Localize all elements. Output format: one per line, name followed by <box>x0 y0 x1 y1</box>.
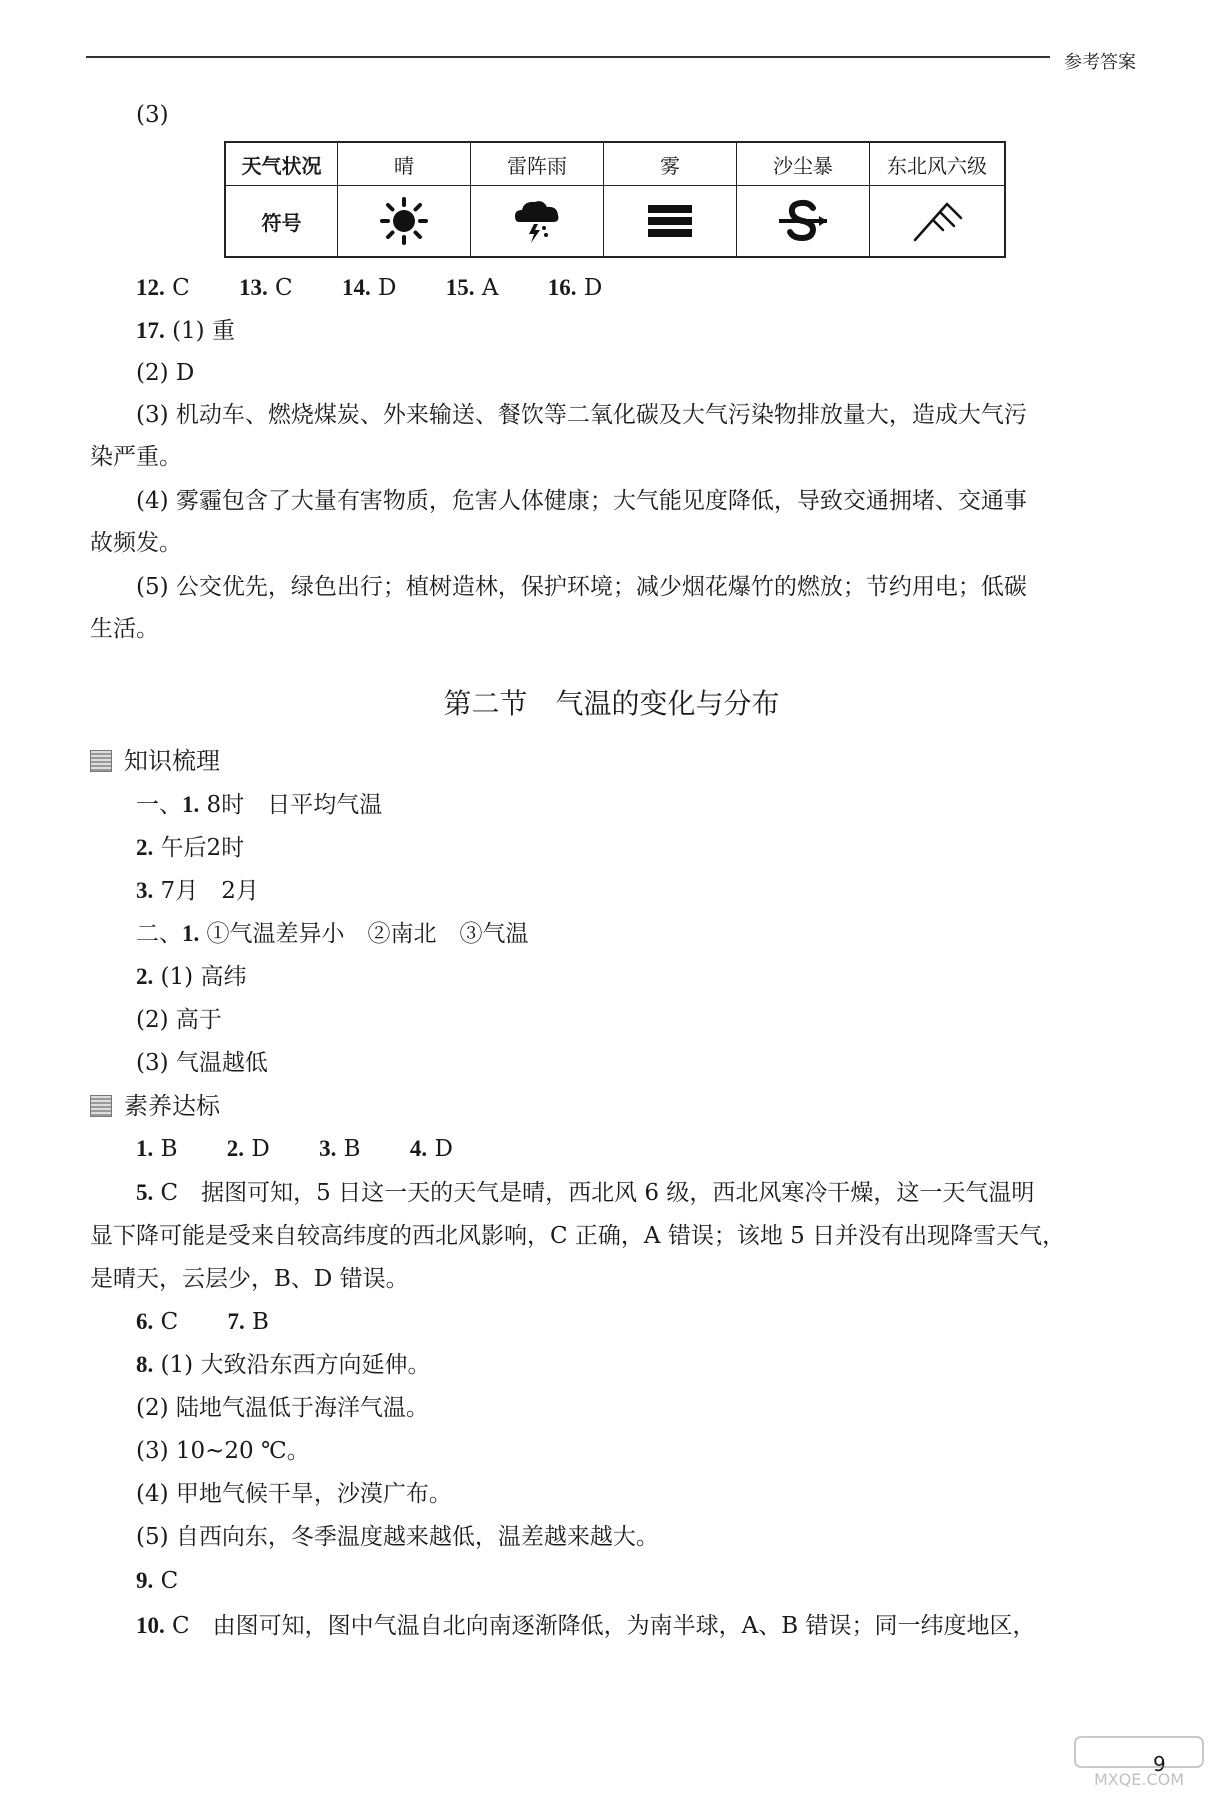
svg-text:MXQE.COM: MXQE.COM <box>1093 1770 1185 1789</box>
knowledge-line-3: 3. 7月 2月 <box>136 878 259 904</box>
literacy-mcq-row: 1. B 2. D 3. B 4. D <box>136 1136 453 1162</box>
q17-part4-line1: (4) 雾霾包含了大量有害物质，危害人体健康；大气能见度降低，导致交通拥堵、交通事 <box>136 488 1027 514</box>
q8-part5: (5) 自西向东，冬季温度越来越低，温差越来越大。 <box>136 1524 659 1550</box>
q10-line1: 10. C 由图可知，图中气温自北向南逐渐降低，为南半球，A、B 错误；同一纬度地区， <box>136 1613 1036 1639</box>
q5-line1: 5. C 据图可知，5 日这一天的天气是晴，西北风 6 级，西北风寒冷干燥，这一天气温明 <box>136 1180 1035 1206</box>
section-title: 第二节 气温的变化与分布 <box>443 687 780 720</box>
q6-q7-row: 6. C 7. B <box>136 1309 269 1335</box>
mcq-row-12-16: 12. C 13. C 14. D 15. A 16. D <box>136 275 603 301</box>
knowledge-line-5: 2. (1) 高纬 <box>136 964 247 990</box>
heading-marker-icon <box>90 1095 112 1117</box>
watermark-logo <box>1073 1735 1205 1790</box>
header-label: 参考答案 <box>1064 52 1136 73</box>
header-rule <box>86 56 1050 58</box>
q8-part4: (4) 甲地气候干旱，沙漠广布。 <box>136 1481 452 1507</box>
weather-symbol-table <box>224 141 1006 258</box>
q17-part5-line2: 生活。 <box>90 616 159 642</box>
knowledge-heading: 知识梳理 <box>90 746 220 776</box>
heading-marker-icon <box>90 750 112 772</box>
q17-part5-line1: (5) 公交优先，绿色出行；植树造林，保护环境；减少烟花爆竹的燃放；节约用电；低碳 <box>136 574 1027 600</box>
wind-northeast-6-icon <box>870 186 1006 258</box>
table-col-sunny: 晴 <box>338 142 471 186</box>
sunny-icon <box>338 186 471 258</box>
q3-label: (3) <box>136 102 169 128</box>
q9-row: 9. C <box>136 1568 179 1594</box>
table-col-fog: 雾 <box>604 142 737 186</box>
knowledge-line-7: (3) 气温越低 <box>136 1050 268 1076</box>
table-col-wind: 东北风六级 <box>870 142 1006 186</box>
q17-part4-line2: 故频发。 <box>90 530 182 556</box>
q5-line3: 是晴天，云层少，B、D 错误。 <box>90 1266 409 1292</box>
q8-part1: 8. (1) 大致沿东西方向延伸。 <box>136 1352 431 1378</box>
knowledge-line-6: (2) 高于 <box>136 1007 222 1033</box>
knowledge-line-4: 二、1. ①气温差异小 ②南北 ③气温 <box>136 921 529 947</box>
table-col-sandstorm: 沙尘暴 <box>737 142 870 186</box>
q17-part3-line1: (3) 机动车、燃烧煤炭、外来输送、餐饮等二氧化碳及大气污染物排放量大，造成大气污 <box>136 402 1027 428</box>
q5-line2: 显下降可能是受来自较高纬度的西北风影响，C 正确，A 错误；该地 5 日并没有出现降雪天气， <box>90 1223 1066 1249</box>
thunderstorm-icon <box>471 186 604 258</box>
page-number: 9 <box>1153 1752 1166 1776</box>
q17-part3-line2: 染严重。 <box>90 444 182 470</box>
q8-part3: (3) 10~20 ℃。 <box>136 1438 310 1464</box>
table-header-weather: 天气状况 <box>225 142 338 186</box>
q17-part1: 17. (1) 重 <box>136 318 235 344</box>
q8-part2: (2) 陆地气温低于海洋气温。 <box>136 1395 429 1421</box>
q17-part2: (2) D <box>136 360 195 386</box>
table-header-symbol: 符号 <box>225 186 338 258</box>
table-col-thunderstorm: 雷阵雨 <box>471 142 604 186</box>
sandstorm-icon <box>737 186 870 258</box>
literacy-heading: 素养达标 <box>90 1091 220 1121</box>
fog-icon <box>604 186 737 258</box>
knowledge-line-1: 一、1. 8时 日平均气温 <box>136 792 383 818</box>
knowledge-line-2: 2. 午后2时 <box>136 835 245 861</box>
